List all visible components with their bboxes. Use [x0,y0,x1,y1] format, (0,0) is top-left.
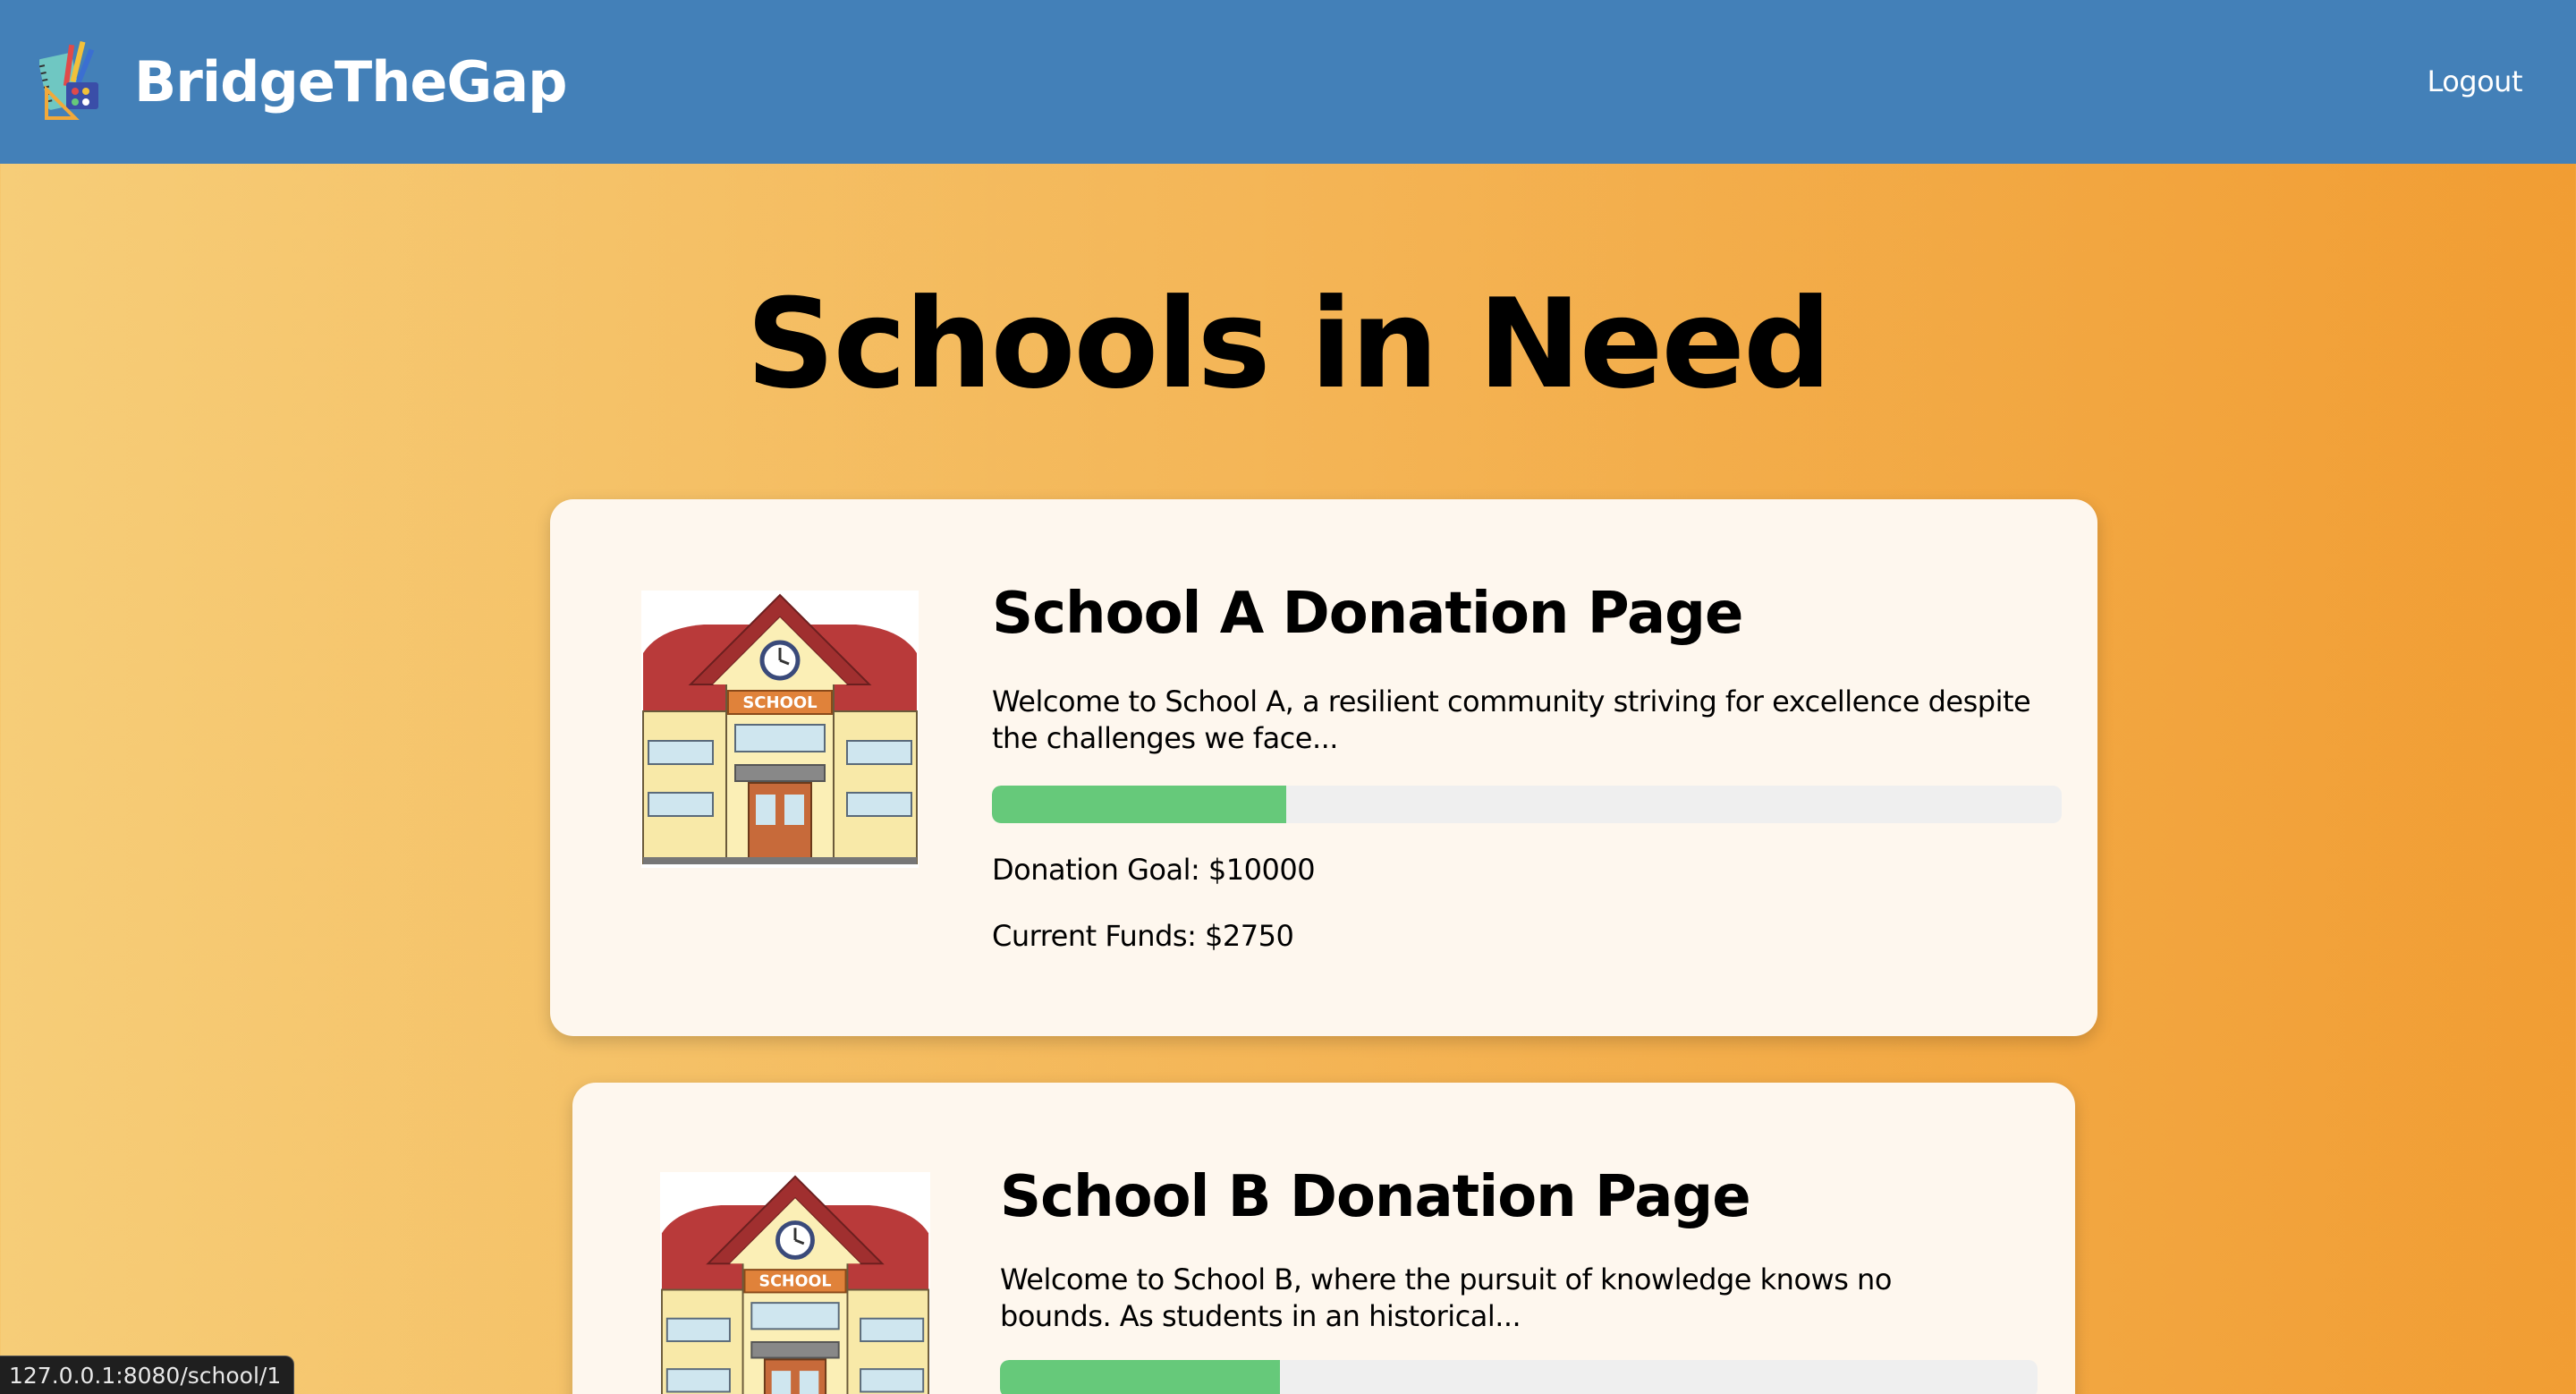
school-a-donation-goal: Donation Goal: $10000 [992,853,1316,887]
brand-name[interactable]: BridgeTheGap [134,49,567,115]
school-sign-text: SCHOOL [742,693,818,712]
logout-link[interactable]: Logout [2427,64,2522,98]
school-b-title[interactable]: School B Donation Page [1000,1164,1750,1230]
status-bar-url: 127.0.0.1:8080/school/1 [0,1356,294,1394]
school-a-description: Welcome to School A, a resilient community striving for excellence despite the challenges we face... [992,684,2031,755]
school-card-a[interactable] [550,499,2097,1036]
school-sign-text: SCHOOL [758,1272,832,1291]
page-title: Schools in Need [746,272,1830,416]
school-supplies-logo-icon[interactable] [39,39,107,122]
school-a-progress-bar [992,786,2062,823]
school-card-b[interactable] [572,1083,2075,1394]
school-b-progress-fill [1000,1360,1280,1394]
school-b-description: Welcome to School B, where the pursuit of knowledge knows no bounds. As students in an historical... [1000,1262,1892,1333]
school-b-progress-bar [1000,1360,2038,1394]
school-a-current-funds: Current Funds: $2750 [992,919,1294,953]
school-a-title[interactable]: School A Donation Page [992,581,1743,647]
navbar [0,0,2576,164]
school-building-icon[interactable] [641,591,919,868]
school-a-progress-fill [992,786,1286,823]
school-building-icon[interactable] [660,1172,930,1394]
